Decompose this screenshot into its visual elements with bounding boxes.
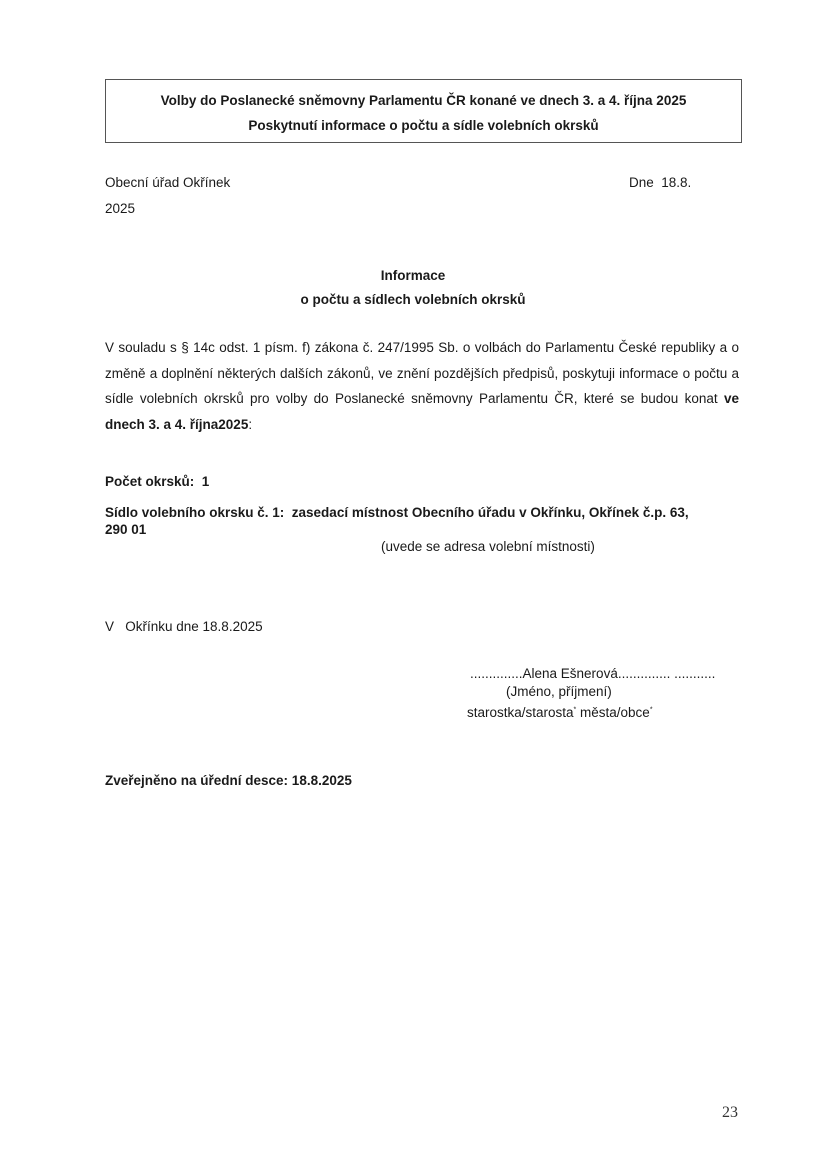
body-paragraph — [105, 335, 739, 437]
district-seat: Sídlo volebního okrsku č. 1: zasedací místnost Obecního úřadu v Okřínku, Okřínek č.p. 63, — [105, 505, 689, 520]
page-number: 23 — [722, 1104, 738, 1121]
district-count: Počet okrsků: 1 — [105, 474, 210, 489]
signature-name-hint: (Jméno, příjmení) — [506, 684, 612, 699]
place-and-date: V Okřínku dne 18.8.2025 — [105, 619, 263, 634]
published-notice: Zveřejněno na úřední desce: 18.8.2025 — [105, 773, 352, 788]
district-seat-note: (uvede se adresa volební místnosti) — [381, 539, 595, 554]
document-subtitle: o počtu a sídlech volebních okrsků — [300, 292, 526, 307]
body-text: V souladu s § 14c odst. 1 písm. f) zákona č. 247/1995 Sb. o volbách do Parlamentu České republiky a o změně a doplnění některých dalších zákonů, ve znění pozdějších předpisů, poskytuji informace o počtu a sídle volebních okrsků pro volby do Poslanecké sněmovny Parlamentu ČR, které se budou konat — [105, 340, 739, 406]
sender-year: 2025 — [105, 201, 136, 216]
footnote-mark: * — [573, 706, 577, 714]
signature-role: starostka/starosta* města/obce* — [467, 705, 653, 720]
header-subtitle: Poskytnutí informace o počtu a sídle volebních okrsků — [248, 118, 599, 133]
body-end: : — [248, 416, 253, 432]
header-election-title: Volby do Poslanecké sněmovny Parlamentu ČR konané ve dnech 3. a 4. října 2025 — [160, 93, 687, 108]
document-title: Informace — [380, 268, 446, 283]
header-box — [105, 79, 742, 143]
footnote-mark: * — [649, 706, 653, 714]
document-date: Dne 18.8. — [629, 175, 692, 190]
district-postcode: 290 01 — [105, 522, 147, 537]
body-dates: ve dnech 3. a 4. října2025 — [105, 391, 739, 432]
signature-name: ..............Alena Ešnerová.............. ........... — [470, 666, 716, 681]
sender-office: Obecní úřad Okřínek — [105, 175, 231, 190]
